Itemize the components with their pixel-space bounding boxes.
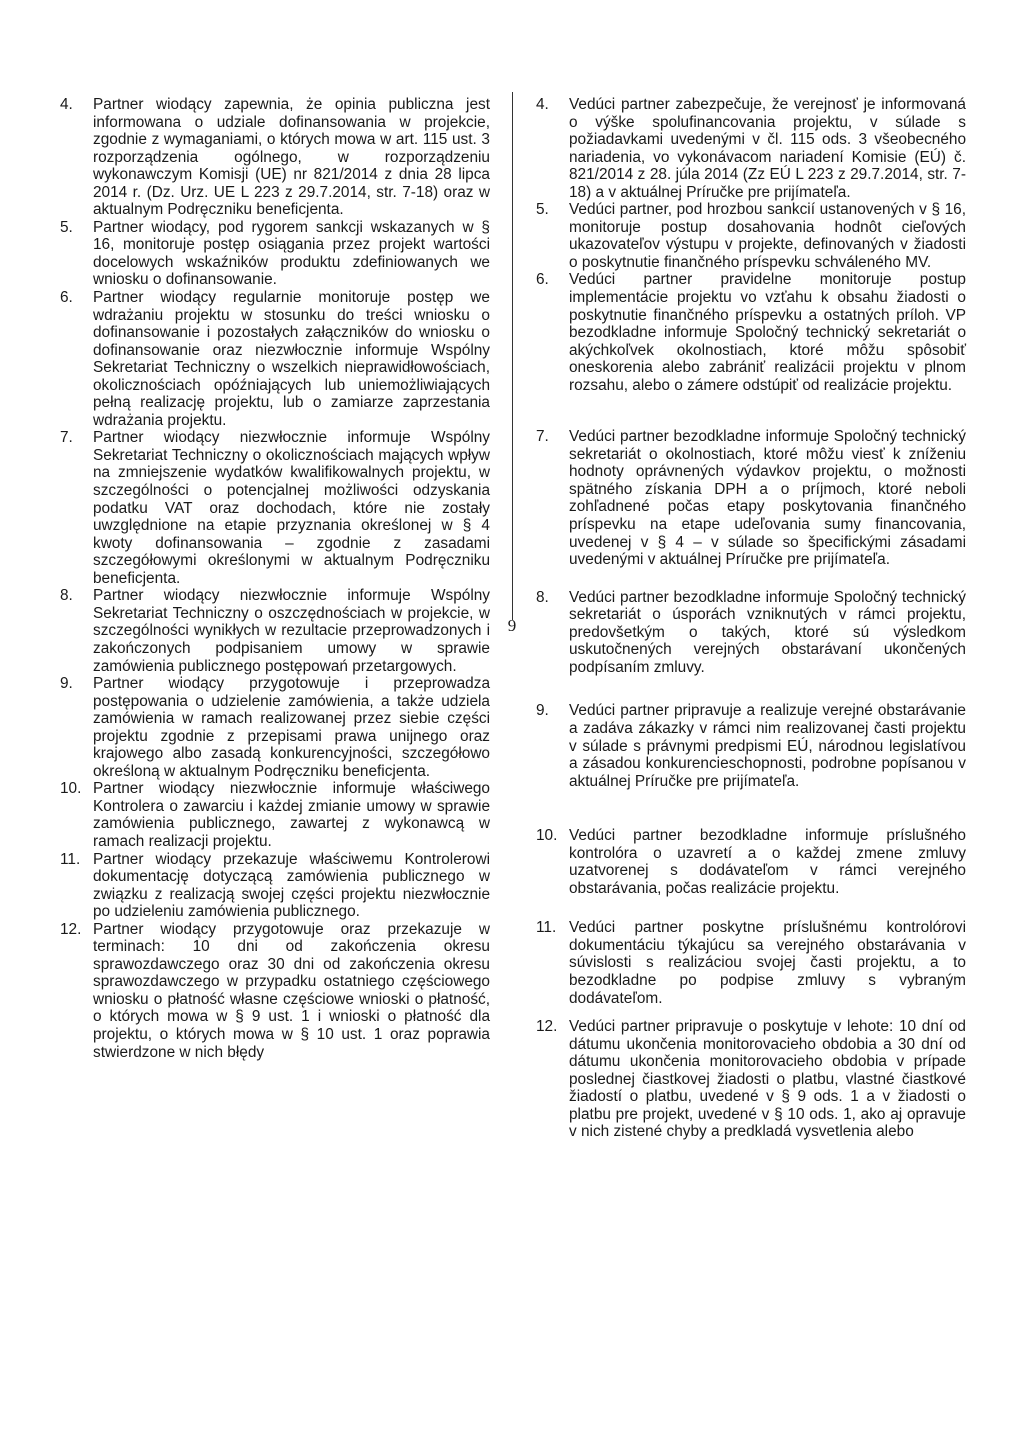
column-divider bbox=[512, 92, 513, 620]
paragraph-text: Vedúci partner pripravuje a realizuje verejné obstarávanie a zadáva zákazky v rámci nim realizovanej časti projektu v súlade s právnymi predpismi EÚ, národnou legislatívou a zásadou konkurencieschopnosti, podrobne popísanou v aktuálnej Príručke pre prijímateľa. bbox=[569, 702, 966, 790]
paragraph-5-sk bbox=[536, 201, 966, 271]
paragraph-11-pl bbox=[60, 851, 490, 921]
paragraph-number: 8. bbox=[536, 588, 549, 606]
paragraph-text: Partner wiodący niezwłocznie informuje Wspólny Sekretariat Techniczny o oszczędnościach w projekcie, w szczególności wynikłych w rezultacie przeprowadzonych i zakończonych podpisaniem umowy w sprawie zamówienia publicznego postępowań przetargowych. bbox=[93, 587, 490, 675]
left-column-polish bbox=[60, 96, 490, 1061]
paragraph-5-pl bbox=[60, 219, 490, 289]
paragraph-text: Vedúci partner zabezpečuje, že verejnosť je informovaná o výške spolufinancovania projektu, v súlade s požiadavkami uvedenými v čl. 115 ods. 3 všeobecného nariadenia, vo vykonávacom nariadení Komisie (EÚ) č. 821/2014 z 28. júla 2014 (Zz EÚ L 223 z 29.7.2014, str. 7-18) a v aktuálnej Príručke pre prijímateľa. bbox=[569, 96, 966, 201]
paragraph-11-sk bbox=[536, 919, 966, 1007]
paragraph-9-sk bbox=[536, 702, 966, 790]
paragraph-text: Partner wiodący przygotowuje i przeprowadza postępowania o udzielenie zamówienia, a także udziela zamówienia w ramach realizowanej przez siebie części projektu zgodnie z przepisami prawa unijnego oraz krajowego albo zasadą konkurencyjności, szczegółowo określoną w aktualnym Podręczniku beneficjenta. bbox=[93, 675, 490, 780]
paragraph-9-pl bbox=[60, 675, 490, 780]
paragraph-number: 10. bbox=[536, 827, 558, 845]
paragraph-6-pl bbox=[60, 289, 490, 429]
paragraph-number: 4. bbox=[60, 96, 73, 113]
paragraph-text: Vedúci partner bezodkladne informuje Spoločný technický sekretariát o okolnostiach, ktoré môžu viesť k zníženiu hodnoty oprávnených výdavkov projektu, o možnosti spätného získania DPH a o príjmoch, ktoré neboli zohľadnené počas etapy poskytovania finančného príspevku na etape udeľovania sumy financovania, uvedenej v § 4 – v súlade so špecifickými zásadami uvedenými v aktuálnej Príručke pre prijímateľa. bbox=[569, 428, 966, 569]
paragraph-text: Vedúci partner pravidelne monitoruje postup implementácie projektu vo vzťahu k obsahu žiadosti o poskytnutie finančného príspevku a ostatných príloh. VP bezodkladne informuje Spoločný technický sekretariát o akýchkoľvek okolnostiach, ktoré môžu spôsobiť oneskorenia alebo zabrániť realizácii projektu v plnom rozsahu, alebo o zámere odstúpiť od realizácie projektu. bbox=[569, 271, 966, 394]
paragraph-text: Vedúci partner bezodkladne informuje príslušného kontrolóra o uzavretí a o každej zmene zmluvy uzatvorenej s dodávateľom v rámci verejného obstarávania, počas realizácie projektu. bbox=[569, 827, 966, 897]
paragraph-text: Partner wiodący, pod rygorem sankcji wskazanych w § 16, monitoruje postęp osiągania przez projekt wartości docelowych wskaźników produktu zdefiniowanych we wniosku o dofinansowanie. bbox=[93, 218, 490, 289]
paragraph-10-pl bbox=[60, 780, 490, 850]
paragraph-number: 12. bbox=[536, 1018, 558, 1036]
paragraph-10-sk bbox=[536, 827, 966, 897]
page-number: 9 bbox=[507, 616, 517, 635]
paragraph-number: 5. bbox=[60, 218, 73, 236]
paragraph-text: Partner wiodący regularnie monitoruje postęp we wdrażaniu projektu w stosunku do treści wniosku o dofinansowanie i pozostałych załączników do wniosku o dofinansowanie oraz niezwłocznie informuje Wspólny Sekretariat Techniczny o wszelkich nieprawidłowościach, okolicznościach opóźniających lub uniemożliwiających pełną realizację projektu, lub o zamiarze zaprzestania wdrażania projektu. bbox=[93, 289, 490, 429]
paragraph-text: Vedúci partner, pod hrozbou sankcií ustanovených v § 16, monitoruje postup dosahovania hodnôt cieľových ukazovateľov výstupu v projekte, definovaných v žiadosti o poskytnutie finančného príspevku schváleného MV. bbox=[569, 201, 966, 271]
paragraph-text: Vedúci partner bezodkladne informuje Spoločný technický sekretariát o úsporách vzniknutých v rámci projektu, predovšetkým o takých, ktoré sú výsledkom uskutočnených verejných obstarávaní ukončených podpísaním zmluvy. bbox=[569, 588, 966, 676]
paragraph-number: 5. bbox=[536, 201, 549, 219]
paragraph-text: Partner wiodący przygotowuje oraz przekazuje w terminach: 10 dni od zakończenia okresu sprawozdawczego oraz 30 dni od zakończenia okresu sprawozdawczego w przypadku ostatniego częściowego wniosku o płatność własne częściowe wnioski o płatność, o których mowa w § 9 ust. 1 i wnioski o płatność dla projektu, o których mowa w § 10 ust. 1 oraz poprawia stwierdzone w nich błędy bbox=[93, 920, 490, 1061]
paragraph-text: Partner wiodący przekazuje właściwemu Kontrolerowi dokumentację dotyczącą zamówienia publicznego w związku z realizacją swojej części projektu niezwłocznie po udzieleniu zamówienia publicznego. bbox=[93, 850, 490, 921]
paragraph-text: Partner wiodący zapewnia, że opinia publiczna jest informowana o udziale dofinansowania w projekcie, zgodnie z wymaganiami, o których mowa w art. 115 ust. 3 rozporządzenia ogólnego, w rozporządzeniu wykonawczym Komisji (UE) nr 821/2014 z dnia 28 lipca 2014 r. (Dz. Urz. UE L 223 z 29.7.2014, str. 7-18) oraz w aktualnym Podręczniku beneficjenta. bbox=[93, 96, 490, 219]
paragraph-number: 12. bbox=[60, 920, 82, 938]
paragraph-4-pl bbox=[60, 96, 490, 219]
paragraph-text: Vedúci partner pripravuje o poskytuje v lehote: 10 dní od dátumu ukončenia monitorovacieho obdobia a 30 dní od dátumu ukončenia monitorovacieho obdobia v prípade poslednej čiastkovej žiadosti o platbu, vlastné čiastkové žiadostí o platbu, uvedené v § 9 ods. 1 a v žiadosti o platbu pre projekt, uvedené v § 10 ods. 1, ako aj opravuje v nich zistené chyby a predkladá vysvetlenia alebo bbox=[569, 1018, 966, 1141]
paragraph-8-pl bbox=[60, 587, 490, 675]
paragraph-number: 9. bbox=[536, 702, 549, 720]
paragraph-text: Partner wiodący niezwłocznie informuje właściwego Kontrolera o zawarciu i każdej zmianie umowy w sprawie zamówienia publicznego, zawartej z wykonawcą w ramach realizacji projektu. bbox=[93, 780, 490, 850]
paragraph-number: 8. bbox=[60, 587, 73, 605]
paragraph-number: 11. bbox=[536, 919, 557, 937]
paragraph-7-sk bbox=[536, 428, 966, 568]
paragraph-6-sk bbox=[536, 271, 966, 394]
paragraph-number: 4. bbox=[536, 96, 549, 113]
paragraph-number: 10. bbox=[60, 780, 82, 798]
paragraph-text: Vedúci partner poskytne príslušnému kontrolórovi dokumentáciu týkajúcu sa verejného obstarávania v súvislosti s realizáciou svojej časti projektu, a to bezodkladne po podpise zmluvy s vybraným dodávateľom. bbox=[569, 919, 966, 1007]
paragraph-7-pl bbox=[60, 429, 490, 587]
paragraph-number: 6. bbox=[536, 271, 549, 289]
paragraph-number: 11. bbox=[60, 850, 81, 868]
paragraph-number: 7. bbox=[60, 429, 73, 447]
paragraph-12-sk bbox=[536, 1018, 966, 1141]
paragraph-text: Partner wiodący niezwłocznie informuje Wspólny Sekretariat Techniczny o okolicznościach mających wpływ na zmniejszenie wydatków kwalifikowalnych projektu, w szczególności o potencjalnej możliwości odzyskania podatku VAT oraz dochodach, które nie zostały uwzględnione na etapie przyznania określonej w § 4 kwoty dofinansowania – zgodnie z zasadami szczegółowymi określonymi w aktualnym Podręczniku beneficjenta. bbox=[93, 429, 490, 587]
paragraph-number: 9. bbox=[60, 675, 73, 693]
paragraph-number: 6. bbox=[60, 289, 73, 307]
paragraph-8-sk bbox=[536, 589, 966, 677]
paragraph-12-pl bbox=[60, 921, 490, 1061]
right-column-slovak bbox=[536, 96, 966, 1141]
paragraph-number: 7. bbox=[536, 428, 549, 446]
paragraph-4-sk bbox=[536, 96, 966, 201]
